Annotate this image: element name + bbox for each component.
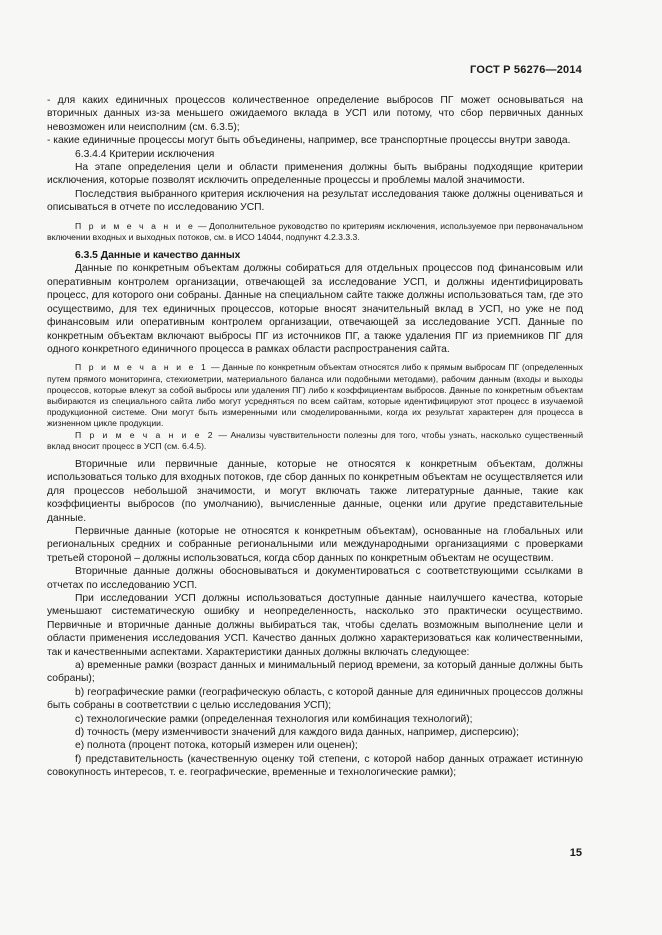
note-exclusion-criteria	[47, 221, 583, 243]
body-paragraph: Вторичные данные должны обосновываться и документироваться с соответствующими ссылками в отчетах по исследованию УСП.	[47, 566, 583, 591]
standard-code-header: ГОСТ Р 56276—2014	[470, 64, 582, 76]
list-item: a) временные рамки (возраст данных и минимальный период времени, за который данные должны быть собраны);	[47, 660, 583, 685]
section-number: 6.3.5	[75, 250, 98, 262]
list-item: f) представительность (качественную оценку той степени, с которой набор данных отражает истинную совокупность интересов, т. е. географические, временные и технологические рамки);	[47, 753, 583, 779]
note-label: П р и м е ч а н и е 1	[75, 362, 209, 373]
list-item: d) точность (меру изменчивости значений для каждого вида данных, например, дисперсию);	[75, 727, 519, 739]
bullet-paragraph: - какие единичные процессы могут быть объединены, например, все транспортные процессы внутри завода.	[47, 135, 571, 147]
note-text: — Дополнительное руководство по критериям исключения, используемое при первоначальном включении входных и выходных потоков, см. в ИСО 14044, подпункт 4.2.3.3.3.	[47, 220, 583, 242]
page-body	[47, 94, 583, 780]
note-2	[47, 430, 583, 452]
list-item: e) полнота (процент потока, который измерен или оценен);	[75, 740, 358, 752]
note-1	[47, 362, 583, 429]
subsection-heading-6-3-4-4: 6.3.4.4 Критерии исключения	[75, 148, 215, 160]
list-item: c) технологические рамки (определенная технология или комбинация технологий);	[75, 713, 473, 725]
section-heading-6-3-5	[47, 249, 583, 262]
note-text: — Данные по конкретным объектам относятся либо к прямым выбросам ПГ (определенных путем прямого мониторинга, стехиометрии, материального баланса или подобными методами), рабочим данным (входы и выходы процессов, которые влекут за собой выбросы или удаления ПГ) либо к коэффициентам выбросов. Данные по конкретным объектам выбираются из специального сайта либо могут усредняться по всем сайтам, которые идентифицируют этот процесс в изучаемой продукционной системе. Они могут быть измеренными или смоделированными, когда их результат характерен для процесса в жизненном цикле продукции.	[47, 362, 583, 429]
body-paragraph: При исследовании УСП должны использоваться доступные данные наилучшего качества, которые уменьшают систематическую ошибку и неопределенность, насколько это практически осуществимо. Первичные и вторичные данные должны выбираться так, чтобы сделать возможным выполнение цели и области применения исследования УСП. Качество данных должно характеризоваться как количественными, так и качественными аспектами. Характеристики данных должны включать следующее:	[47, 593, 583, 658]
body-paragraph: Последствия выбранного критерия исключения на результат исследования также должны оцениваться и описываться в отчете по исследованию УСП.	[47, 188, 583, 214]
note-label: П р и м е ч а н и е 2	[75, 429, 215, 440]
body-paragraph: На этапе определения цели и области применения должны быть выбраны подходящие критерии исключения, которые позволят исключить определенные процессы и проблемы малой значимости.	[47, 162, 583, 187]
body-paragraph: Данные по конкретным объектам должны собираться для отдельных процессов под финансовым или оперативным контролем организации, отвечающей за исследование УСП, и должны идентифицировать процесс, для которого они собраны. Данные на специальном сайте также должны использоваться там, где это осуществимо, для тех единичных процессов, которые вносят значительный вклад в УСП, но уже не под финансовым или оперативным контролем организации, отвечающей за исследование УСП. Данные по конкретным объектам включают выбросы ПГ из источников ПГ, а также удаления ПГ из приемников ПГ для одного конкретного единичного процесса в рамках области распространения сайта.	[47, 263, 583, 355]
list-item: b) географические рамки (географическую область, с которой данные для единичных процессов должны быть собраны в соответствии с целью исследования УСП);	[47, 686, 583, 712]
body-paragraph: Вторичные или первичные данные, которые не относятся к конкретным объектам, должны использоваться только для входных потоков, где сбор данных по конкретным объектам не осуществляется или для процессов небольшой значимости, и могут включать также литературные данные, такие как коэффициенты выбросов (по умолчанию), вычисленные данные, оценки или другие представительные данные.	[47, 458, 583, 524]
note-text: — Анализы чувствительности полезны для того, чтобы узнать, насколько существенный вклад вносит процесс в УСП (см. 6.4.5).	[47, 429, 583, 451]
page-number: 15	[569, 847, 582, 859]
body-paragraph: Первичные данные (которые не относятся к конкретным объектам), основанные на глобальных или региональных средних и собранные региональными или международными организациями с проверками третьей стороной – должны использоваться, когда сбор данных по конкретным объектам не осуществим.	[47, 525, 583, 564]
note-label: П р и м е ч а н и е	[75, 220, 196, 231]
section-title: Данные и качество данных	[100, 250, 241, 262]
bullet-paragraph: - для каких единичных процессов количественное определение выбросов ПГ может основываться на вторичных данных из-за меньшего ожидаемого вклада в УСП или потому, что сбор первичных данных невозможен или неисполним (см. 6.3.5);	[47, 95, 583, 133]
